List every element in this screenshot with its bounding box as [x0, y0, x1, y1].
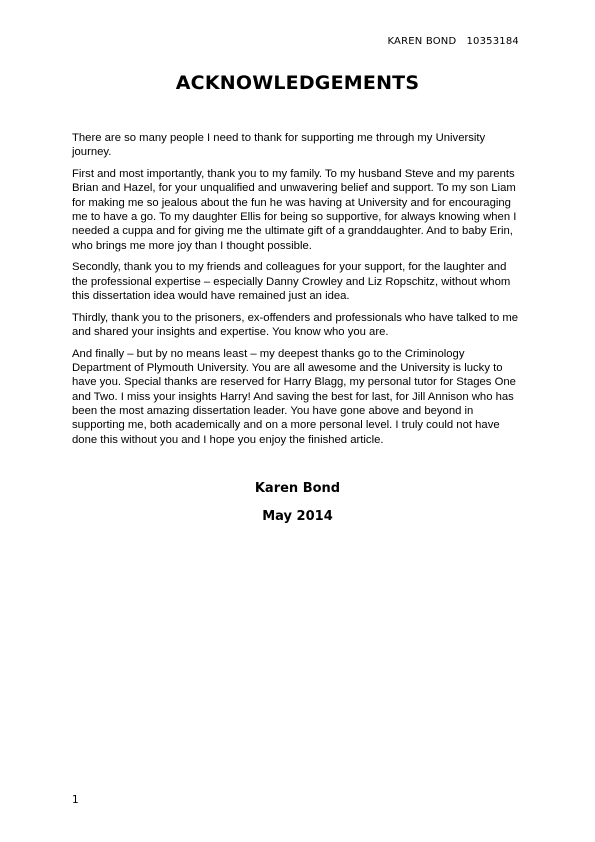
paragraph-family: First and most importantly, thank you to my family. To my husband Steve and my parents Brian and Hazel, for your unqualified and unwavering belief and support. To my son Liam for making me so jealous about the fun he was having at University and for encouraging me to have a go. To my daughter Ellis for being so supportive, for always knowing when I needed a cuppa and for giving me the ultimate gift of a granddaughter. And to baby Erin, who brings me more joy than I thought possible.	[72, 168, 517, 252]
paragraph-department: And finally – but by no means least – my deepest thanks go to the Criminology Department of Plymouth University. You are all awesome and the University is lucky to have you. Special thanks are reserved for Harry Blagg, my personal tutor for Stages One and Two. I miss your insights Harry! And saving the best for last, for Jill Annison who has been the most amazing dissertation leader. You have gone above and beyond in supporting me, both academically and on a more personal level. I truly could not have done this without you and I hope you enjoy the finished article.	[72, 347, 516, 446]
signature-name: Karen Bond	[254, 481, 341, 496]
paragraph-intro: There are so many people I need to thank for supporting me through my University journey.	[72, 132, 486, 159]
signature-date: May 2014	[262, 509, 333, 524]
page-number: 1	[72, 794, 79, 806]
page-title: ACKNOWLEDGEMENTS	[175, 72, 420, 94]
paragraph-prisoners: Thirdly, thank you to the prisoners, ex-offenders and professionals who have talked to me and shared your insights and expertise. You know who you are.	[72, 311, 519, 339]
acknowledgements-body	[72, 131, 524, 454]
paragraph-friends: Secondly, thank you to my friends and colleagues for your support, for the laughter and the professional expertise – especially Danny Crowley and Liz Ropschitz, without whom this dissertation idea would have remained just an idea.	[72, 261, 511, 302]
running-header: KAREN BOND 10353184	[387, 36, 519, 47]
